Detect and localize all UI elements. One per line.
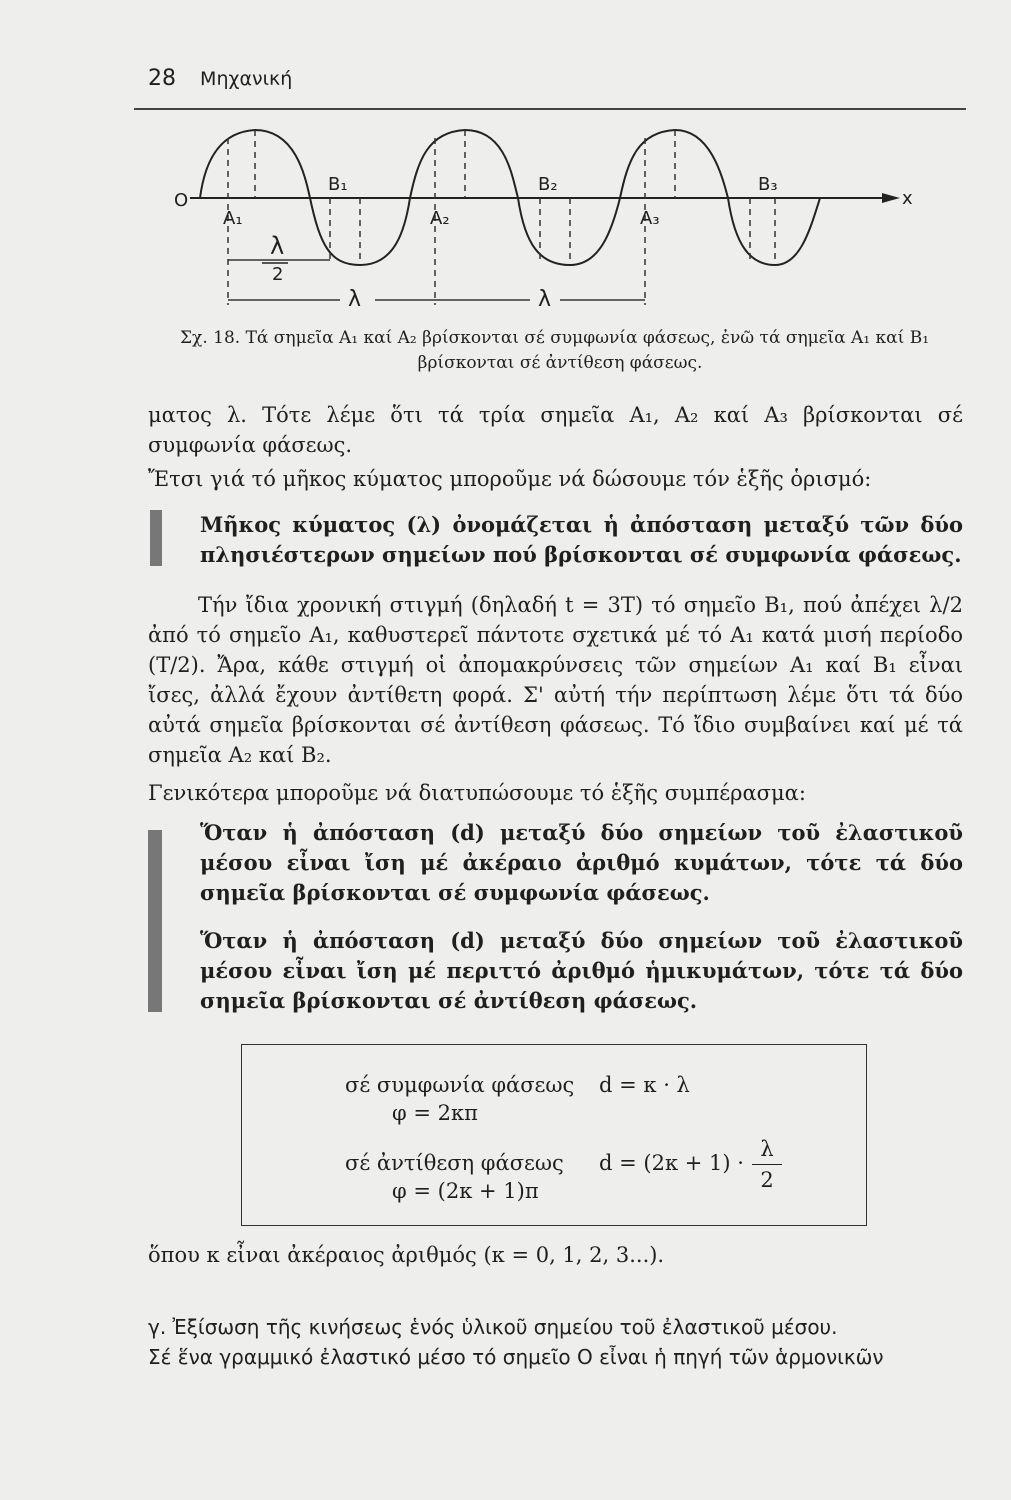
in-phase-distance: d = κ · λ (599, 1073, 690, 1097)
half-lambda-fraction (752, 1137, 782, 1192)
formula-box (241, 1044, 867, 1226)
anti-phase-distance: d = (2κ + 1) · (599, 1151, 744, 1175)
caption-line-1: Σχ. 18. Τά σημεῖα A₁ καί A₂ βρίσκονται σέ συμφωνία φάσεως, ἐνῶ τά σημεῖα A₁ καί B₁ (180, 328, 930, 348)
lambda-label-1: λ (348, 287, 362, 312)
caption-line-2: βρίσκονται σέ ἀντίθεση φάσεως. (417, 353, 703, 373)
label-B2: B₂ (538, 174, 558, 195)
x-axis-arrow (882, 193, 900, 203)
lambda-label-2: λ (538, 287, 552, 312)
label-A3: A₃ (640, 208, 660, 229)
label-B3: B₃ (758, 174, 778, 195)
fraction-denominator: 2 (760, 1168, 774, 1192)
in-phase-label: σέ συμφωνία φάσεως (345, 1073, 575, 1097)
label-A1: A₁ (223, 208, 243, 229)
label-B1: B₁ (328, 174, 348, 195)
paragraph-3: Τήν ἴδια χρονική στιγμή (δηλαδή t = 3T) τό σημεῖο B₁, πού ἀπέχει λ/2 ἀπό τό σημεῖο A₁, καθυστερεῖ πάντοτε σχετικά μέ τό A₁ κατά μισή περίοδο (T/2). Ἄρα, κάθε στιγμή οἱ ἀπομακρύνσεις τῶν σημείων A₁ καί B₁ εἶναι ἴσες, ἀλλά ἔχουν ἀντίθετη φορά. Σ' αὐτή τήν περίπτωση λέμε ὅτι τά δύο αὐτά σημεῖα βρίσκονται σέ ἀντίθεση φάσεως. Τό ἴδιο συμβαίνει καί μέ τά σημεῖα A₂ καί B₂. (148, 593, 963, 767)
paragraph-5: ὅπου κ εἶναι ἀκέραιος ἀριθμός (κ = 0, 1, 2, 3...). (148, 1243, 665, 1267)
anti-phase-angle: φ = (2κ + 1)π (392, 1179, 539, 1203)
paragraph-4: Γενικότερα μποροῦμε νά διατυπώσουμε τό ἑξῆς συμπέρασμα: (148, 781, 806, 805)
wave-figure (160, 120, 920, 315)
x-label: x (902, 188, 913, 209)
paragraph-6: Σέ ἕνα γραμμικό ἐλαστικό μέσο τό σημεῖο O εἶναι ἡ πηγή τῶν ἁρμονικῶν (148, 1345, 884, 1369)
paragraph-1: ματος λ. Τότε λέμε ὅτι τά τρία σημεῖα A₁, A₂ καί A₃ βρίσκονται σέ συμφωνία φάσεως. (148, 403, 963, 457)
anti-phase-label: σέ ἀντίθεση φάσεως (345, 1151, 564, 1175)
in-phase-angle: φ = 2κπ (392, 1101, 478, 1125)
section-heading: γ. Ἐξίσωση τῆς κινήσεως ἑνός ὑλικοῦ σημείου τοῦ ἐλαστικοῦ μέσου. (148, 1315, 838, 1339)
definition-marker (150, 510, 162, 566)
label-A2: A₂ (430, 208, 450, 229)
page-number: 28 (148, 66, 176, 91)
origin-label: O (174, 190, 189, 211)
running-title: Μηχανική (200, 68, 293, 90)
rule-in-phase: Ὅταν ἡ ἀπόσταση (d) μεταξύ δύο σημείων τοῦ ἐλαστικοῦ μέσου εἶναι ἴση μέ ἀκέραιο ἀριθμό κυμάτων, τότε τά δύο σημεῖα βρίσκονται σέ συμφωνία φάσεως. (200, 820, 963, 905)
fraction-numerator: λ (760, 1137, 774, 1161)
paragraph-2: Ἔτσι γιά τό μῆκος κύματος μποροῦμε νά δώσουμε τόν ἑξῆς ὁρισμό: (148, 467, 872, 491)
half-lambda-num: λ (270, 232, 285, 260)
rule-anti-phase: Ὅταν ἡ ἀπόσταση (d) μεταξύ δύο σημείων τοῦ ἐλαστικοῦ μέσου εἶναι ἴση μέ περιττό ἀριθμό ἡμικυμάτων, τότε τά δύο σημεῖα βρίσκονται σέ ἀντίθεση φάσεως. (200, 928, 963, 1013)
half-lambda-den: 2 (272, 264, 284, 285)
header-rule (134, 108, 966, 110)
definition-wavelength: Μῆκος κύματος (λ) ὀνομάζεται ἡ ἀπόσταση μεταξύ τῶν δύο πλησιέστερων σημείων πού βρίσκονται σέ συμφωνία φάσεως. (200, 512, 963, 567)
figure-caption (180, 326, 1000, 376)
rules-marker (148, 830, 162, 1012)
page-header (148, 66, 292, 91)
